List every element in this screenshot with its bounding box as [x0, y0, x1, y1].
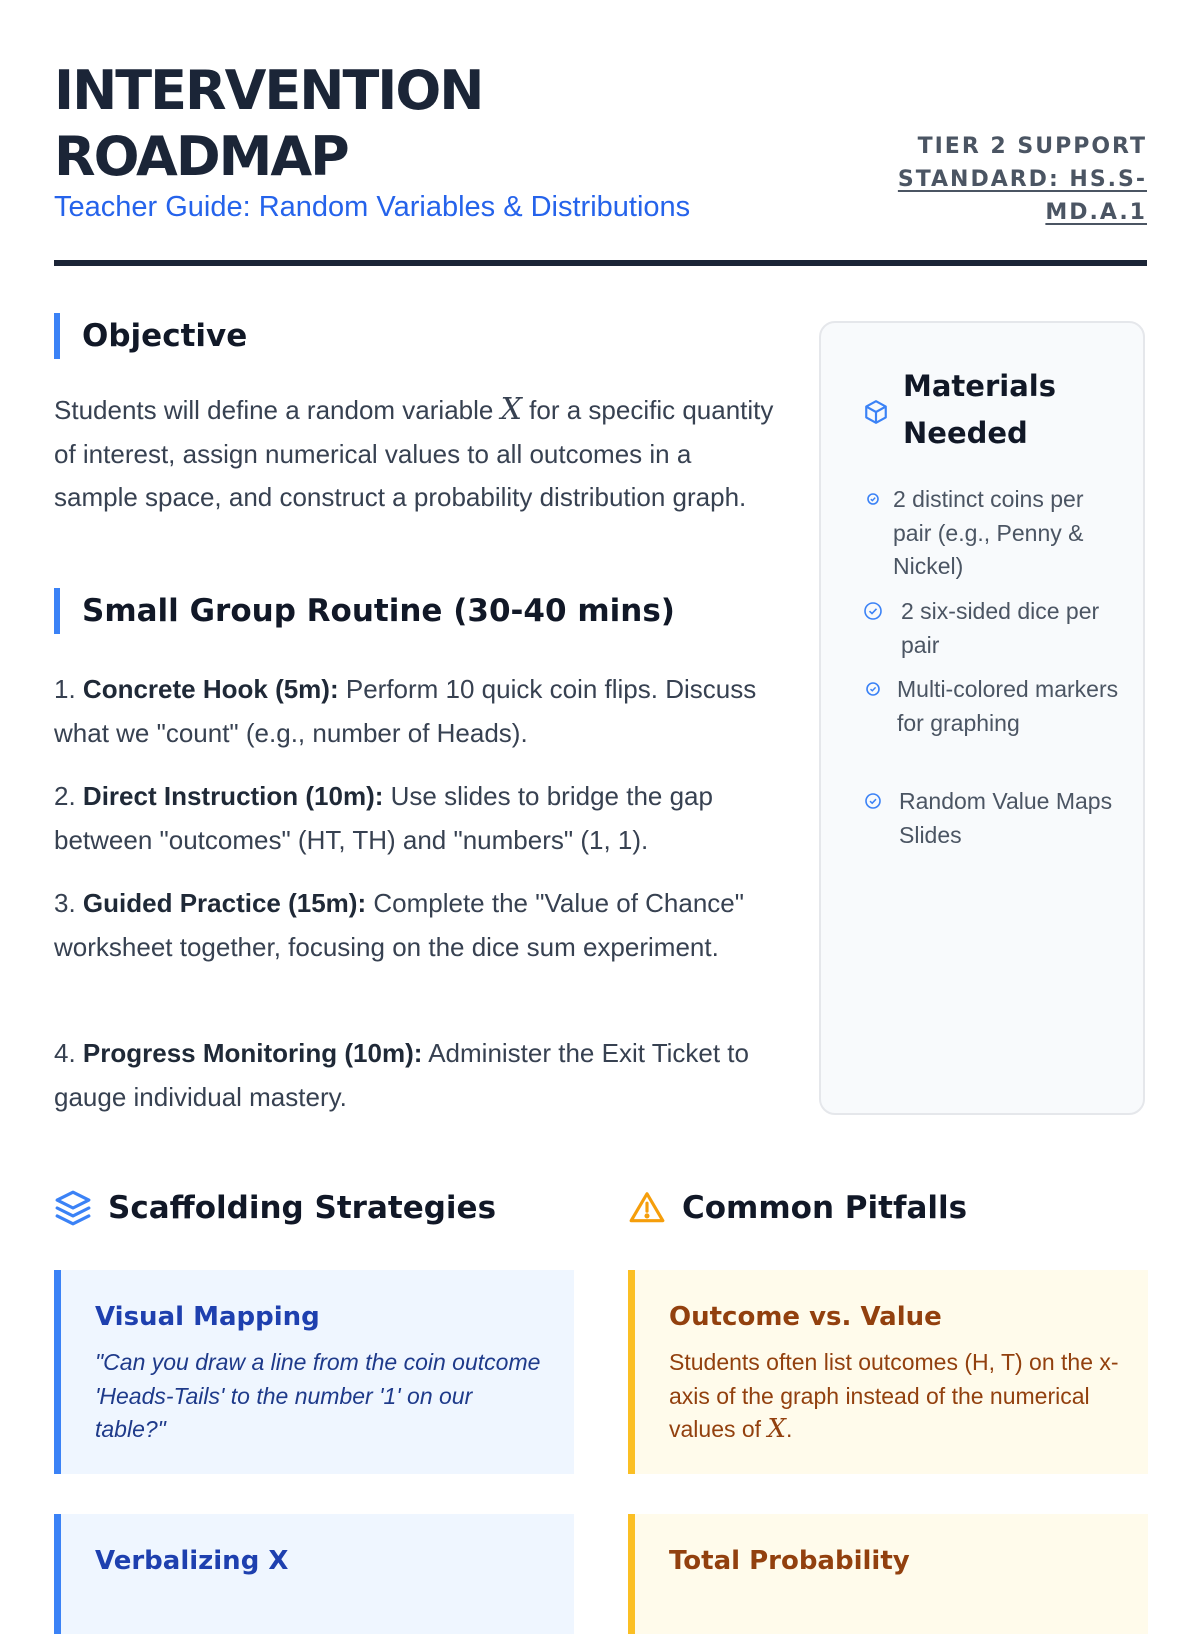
- materials-card: [819, 321, 1145, 1115]
- pitfall-card-total-probability: [628, 1514, 1148, 1634]
- title-line-2: ROADMAP: [54, 125, 348, 188]
- step-text: Complete the "Value of Chance" worksheet together, focusing on the dice sum experiment.: [54, 888, 744, 962]
- page-title: [54, 58, 674, 190]
- step-title: Progress Monitoring (10m):: [82, 1038, 423, 1068]
- pitfalls-heading: [628, 1188, 967, 1228]
- check-circle-icon: [863, 601, 883, 621]
- step-text: Administer the Exit Ticket to gauge individual mastery.: [54, 1038, 749, 1112]
- scaffolding-heading: [54, 1188, 496, 1228]
- materials-item-label: Multi-colored markers for graphing: [897, 676, 1119, 736]
- materials-item: [863, 785, 1123, 852]
- header-divider: [54, 260, 1147, 266]
- step-title: Concrete Hook (5m):: [82, 674, 339, 704]
- pitfall-card-title: Total Probability: [669, 1546, 910, 1576]
- variable-x: X: [767, 1414, 786, 1444]
- pitfall-text-start: Students often list outcomes (H, T) on the x-axis of the graph instead of the numerical values of: [669, 1349, 1119, 1442]
- routine-step: [54, 668, 774, 755]
- scaffolding-heading-label: Scaffolding Strategies: [108, 1190, 497, 1226]
- standard-link[interactable]: STANDARD: HS.S-MD.A.1: [897, 167, 1147, 225]
- step-title: Guided Practice (15m):: [82, 888, 367, 918]
- materials-item-label: Random Value Maps Slides: [899, 788, 1113, 848]
- step-title: Direct Instruction (10m):: [82, 781, 384, 811]
- check-circle-icon: [863, 489, 883, 509]
- routine-step: [54, 1032, 774, 1119]
- layers-icon: [54, 1189, 92, 1227]
- variable-x: X: [500, 392, 522, 427]
- scaffold-card-title: Verbalizing X: [95, 1546, 289, 1576]
- materials-heading: Materials Needed: [903, 369, 1056, 450]
- pitfall-card-outcome-vs-value: [628, 1270, 1148, 1474]
- materials-item-label: 2 six-sided dice per pair: [901, 598, 1100, 658]
- scaffold-card-title: Visual Mapping: [95, 1302, 320, 1332]
- scaffold-card-visual-mapping: [54, 1270, 574, 1474]
- scaffold-card-verbalizing-x: [54, 1514, 574, 1634]
- step-text: Perform 10 quick coin flips. Discuss what we "count" (e.g., number of Heads).: [54, 674, 757, 748]
- tier-label: TIER 2 SUPPORT: [917, 134, 1147, 159]
- header-meta: [887, 130, 1147, 229]
- check-circle-icon: [863, 679, 883, 699]
- step-number: 2.: [54, 781, 76, 811]
- title-line-1: INTERVENTION: [54, 59, 483, 122]
- scaffold-card-text: "Can you draw a line from the coin outcome 'Heads-Tails' to the number '1' on our table?": [95, 1349, 541, 1442]
- warning-triangle-icon: [628, 1189, 666, 1227]
- materials-item-label: 2 distinct coins per pair (e.g., Penny & Nickel): [893, 486, 1084, 579]
- check-circle-icon: [863, 791, 883, 811]
- objective-heading: Objective: [54, 313, 247, 359]
- materials-item: [863, 673, 1123, 740]
- pitfall-text-end: .: [785, 1416, 793, 1442]
- objective-text-end: for a specific quantity of interest, assign numerical values to all outcomes in a sample space, and construct a probability distribution graph.: [54, 395, 774, 512]
- routine-heading: Small Group Routine (30-40 mins): [54, 588, 675, 634]
- step-text: Use slides to bridge the gap between "outcomes" (HT, TH) and "numbers" (1, 1).: [54, 781, 713, 855]
- step-number: 3.: [54, 888, 76, 918]
- materials-item: [863, 483, 1123, 584]
- objective-text: [54, 388, 774, 520]
- page-subtitle: Teacher Guide: Random Variables & Distributions: [54, 191, 691, 223]
- materials-item: [863, 595, 1123, 662]
- routine-step: [54, 775, 774, 862]
- routine-step: [54, 882, 774, 969]
- step-number: 1.: [54, 674, 76, 704]
- pitfalls-heading-label: Common Pitfalls: [682, 1190, 968, 1226]
- pitfall-card-text: [669, 1346, 1120, 1447]
- header: [54, 58, 1147, 268]
- pitfall-card-title: Outcome vs. Value: [669, 1302, 942, 1332]
- step-number: 4.: [54, 1038, 76, 1068]
- cube-icon: [863, 399, 889, 425]
- objective-text-start: Students will define a random variable: [54, 395, 501, 425]
